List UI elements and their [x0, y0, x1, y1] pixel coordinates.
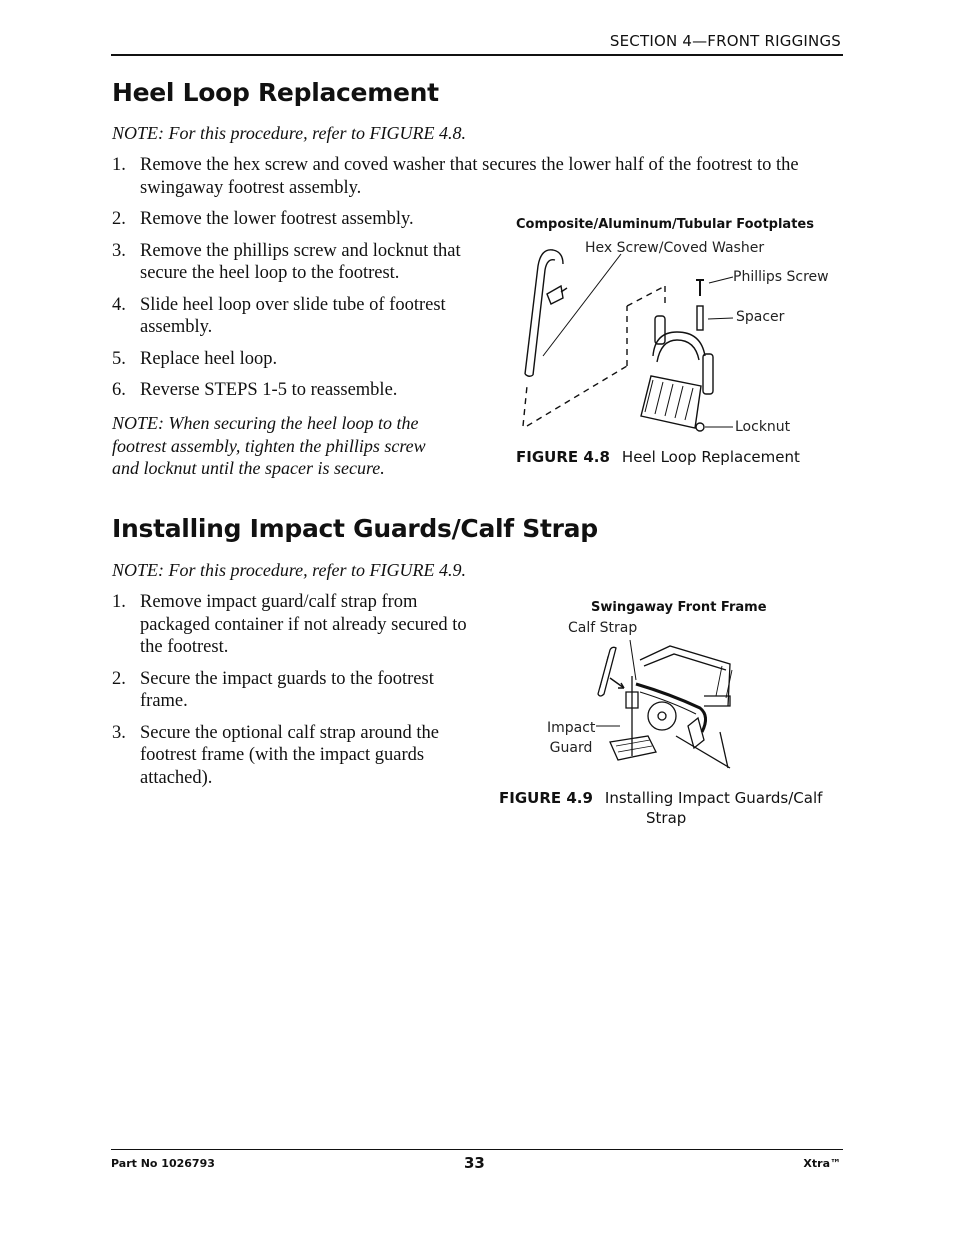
list-item: 5. Replace heel loop.: [112, 348, 278, 369]
impact-guards-steps: [112, 591, 472, 798]
impact-guards-heading: Installing Impact Guards/Calf Strap: [112, 514, 598, 543]
list-item: 6. Reverse STEPS 1-5 to reassemble.: [112, 380, 398, 400]
impact-guards-note: NOTE: For this procedure, refer to FIGURE 4.9.: [112, 560, 466, 580]
footer-rule: [111, 1149, 843, 1150]
heel-loop-steps: [112, 154, 842, 208]
figure-4-9-number: FIGURE 4.9: [499, 789, 593, 807]
figure-4-8-title: Composite/Aluminum/Tubular Footplates: [516, 217, 814, 232]
callout-spacer: Spacer: [736, 309, 785, 325]
header-rule: [111, 54, 843, 56]
footer-product: Xtra™: [803, 1157, 841, 1170]
figure-4-9-title: Swingaway Front Frame: [591, 600, 767, 615]
list-item: 1. Remove the hex screw and coved washer that secures the lower half of the footrest to the swingaway footrest assembly.: [112, 155, 799, 198]
callout-hex-screw: Hex Screw/Coved Washer: [585, 240, 765, 256]
figure-4-8-caption-text: Heel Loop Replacement: [621, 448, 800, 466]
figure-4-9-caption-text: Installing Impact Guards/Calf: [604, 789, 823, 807]
list-item: 2. Secure the impact guards to the footrest frame.: [112, 668, 434, 711]
list-item: 2. Remove the lower footrest assembly.: [112, 209, 414, 229]
figure-4-9-caption: [499, 789, 839, 827]
callout-impact-guard: Impact Guard: [547, 720, 596, 756]
list-item: 4. Slide heel loop over slide tube of footrest assembly.: [112, 294, 446, 337]
heel-loop-illustration: [505, 236, 845, 441]
list-item: 3. Secure the optional calf strap around the footrest frame (with the impact guards attached).: [112, 722, 439, 788]
footer-page-number: 33: [464, 1154, 485, 1172]
callout-locknut: Locknut: [735, 419, 791, 435]
figure-4-9-caption-text-cont: Strap: [646, 809, 687, 827]
figure-4-8-caption: [516, 448, 800, 466]
heel-loop-closing-note: NOTE: When securing the heel loop to the footrest assembly, tighten the phillips screw and locknut until the spacer is secure.: [112, 413, 426, 478]
heel-loop-steps-cont: [112, 208, 472, 411]
figure-4-8-number: FIGURE 4.8: [516, 448, 610, 466]
section-header: SECTION 4—FRONT RIGGINGS: [609, 32, 841, 50]
footer-part-number: Part No 1026793: [111, 1157, 215, 1170]
callout-phillips-screw: Phillips Screw: [733, 269, 829, 285]
swingaway-frame-illustration: [580, 636, 740, 770]
list-item: 1. Remove impact guard/calf strap from packaged container if not already secured to the footrest.: [112, 592, 467, 657]
callout-calf-strap: Calf Strap: [568, 620, 638, 636]
heel-loop-heading: Heel Loop Replacement: [112, 78, 439, 107]
heel-loop-note: NOTE: For this procedure, refer to FIGURE 4.8.: [112, 123, 466, 143]
list-item: 3. Remove the phillips screw and locknut that secure the heel loop to the footrest.: [112, 240, 461, 283]
